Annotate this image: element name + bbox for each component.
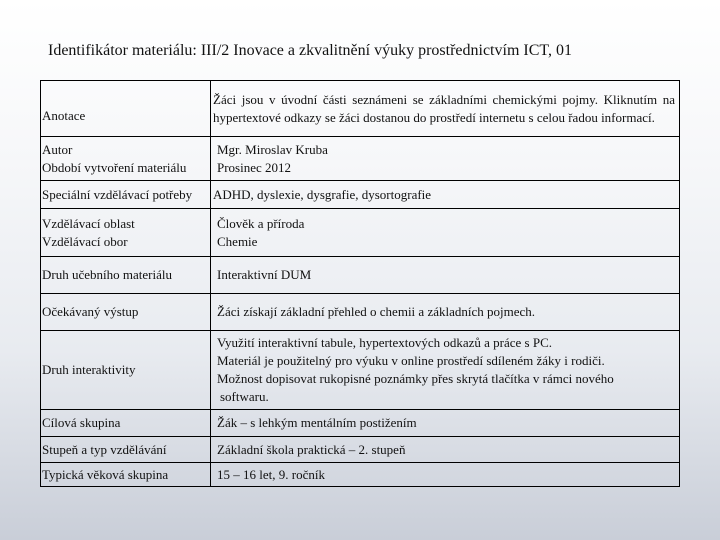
- autor-labels: [41, 137, 211, 181]
- oblast-label: Vzdělávací oblast: [42, 215, 135, 231]
- specialni-label: Speciální vzdělávací potřeby: [41, 181, 211, 209]
- specialni-value: ADHD, dyslexie, dysgrafie, dysortografie: [211, 181, 680, 209]
- vystup-value: Žáci získají základní přehled o chemii a základních pojmech.: [211, 294, 680, 331]
- anotace-value: Žáci jsou v úvodní části seznámeni se základními chemickými pojmy. Kliknutím na hypertextové odkazy se žáci dostanou do prostředí internetu s celou řadou informací.: [211, 81, 680, 137]
- table-row: [41, 437, 680, 463]
- interaktivita-line: Využití interaktivní tabule, hypertextových odkazů a práce s PC.: [217, 335, 553, 350]
- interaktivita-label: Druh interaktivity: [41, 331, 211, 410]
- table-row: [41, 294, 680, 331]
- table-row: [41, 81, 680, 137]
- table-row: [41, 137, 680, 181]
- druh-materialu-label: Druh učebního materiálu: [41, 257, 211, 294]
- interaktivita-line: softwaru.: [220, 389, 269, 404]
- vek-value: 15 – 16 let, 9. ročník: [211, 463, 680, 487]
- metadata-table: [40, 80, 680, 487]
- interaktivita-line: Materiál je použitelný pro výuku v online prostředí sdíleném žáky i rodiči.: [217, 353, 605, 368]
- obor-value: Chemie: [217, 233, 258, 249]
- oblast-values: [211, 209, 680, 257]
- table-row: [41, 209, 680, 257]
- obdobi-label: Období vytvoření materiálu: [42, 159, 187, 175]
- stupen-value: Základní škola praktická – 2. stupeň: [211, 437, 680, 463]
- autor-label: Autor: [42, 141, 73, 157]
- obdobi-value: Prosinec 2012: [217, 159, 292, 175]
- interaktivita-line: Možnost dopisovat rukopisné poznámky přes skrytá tlačítka v rámci nového: [217, 371, 614, 386]
- cilova-label: Cílová skupina: [41, 410, 211, 437]
- druh-materialu-value: Interaktivní DUM: [211, 257, 680, 294]
- page-title: Identifikátor materiálu: III/2 Inovace a zkvalitnění výuky prostřednictvím ICT, 01: [48, 42, 572, 59]
- vystup-label: Očekávaný výstup: [41, 294, 211, 331]
- stupen-label: Stupeň a typ vzdělávání: [41, 437, 211, 463]
- vek-label: Typická věková skupina: [41, 463, 211, 487]
- table-row: [41, 257, 680, 294]
- autor-values: [211, 137, 680, 181]
- table-row: [41, 331, 680, 410]
- table-row: [41, 463, 680, 487]
- anotace-label: Anotace: [41, 81, 211, 137]
- interaktivita-value: [211, 331, 680, 410]
- cilova-value: Žák – s lehkým mentálním postižením: [211, 410, 680, 437]
- obor-label: Vzdělávací obor: [42, 233, 128, 249]
- oblast-labels: [41, 209, 211, 257]
- autor-value: Mgr. Miroslav Kruba: [217, 141, 328, 157]
- table-row: [41, 181, 680, 209]
- table-row: [41, 410, 680, 437]
- oblast-value: Člověk a příroda: [217, 215, 305, 231]
